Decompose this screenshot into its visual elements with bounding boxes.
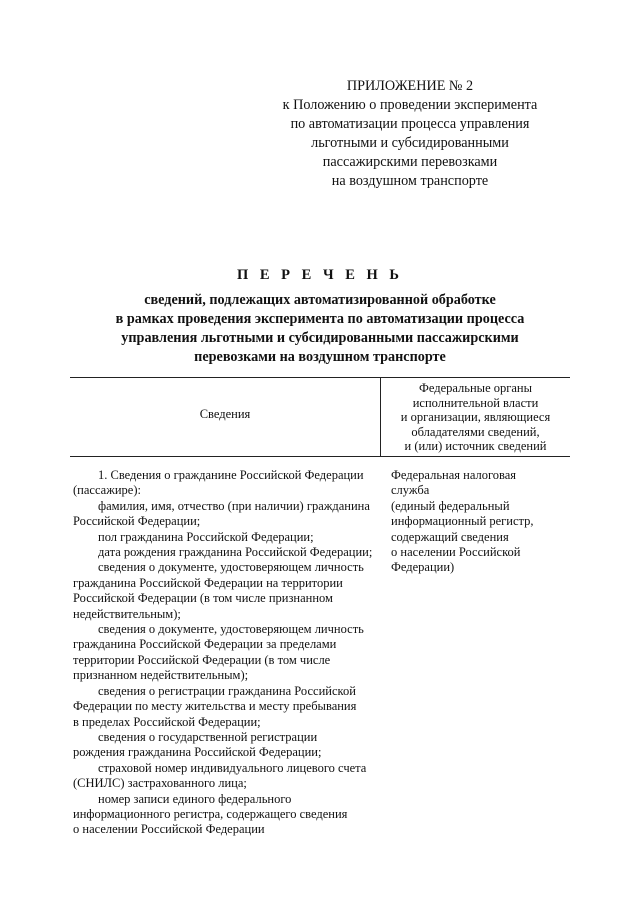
info-line: Российской Федерации (в том числе признанном <box>73 591 333 606</box>
subtitle-line: сведений, подлежащих автоматизированной обработке <box>144 292 496 308</box>
info-line: пол гражданина Российской Федерации; <box>98 529 314 544</box>
subtitle-line: управления льготными и субсидированными пассажирскими <box>121 330 519 346</box>
info-line: гражданина Российской Федерации на территории <box>73 575 343 590</box>
info-line: в пределах Российской Федерации; <box>73 714 261 729</box>
info-line: (СНИЛС) застрахованного лица; <box>73 776 247 791</box>
info-line: территории Российской Федерации (в том числе <box>73 652 331 667</box>
table-header-bottom-rule <box>70 456 570 457</box>
info-line: Федерации по месту жительства и месту пребывания <box>73 699 357 714</box>
info-line: дата рождения гражданина Российской Федерации; <box>98 545 373 560</box>
column-header-info: Сведения <box>199 407 251 421</box>
info-line: страховой номер индивидуального лицевого счета <box>98 760 367 775</box>
source-line: о населении Российской <box>391 545 521 560</box>
header-line: и организации, являющиеся <box>400 410 551 424</box>
info-line: сведения о документе, удостоверяющем личность <box>98 622 364 637</box>
info-line: сведения о документе, удостоверяющем личность <box>98 560 364 575</box>
appendix-header <box>250 77 570 191</box>
info-line: признанном недействительным); <box>73 668 249 683</box>
appendix-line: по автоматизации процесса управления <box>290 116 530 132</box>
info-line: информационного регистра, содержащего сведения <box>73 806 348 821</box>
source-line: содержащий сведения <box>391 529 509 544</box>
info-line: Российской Федерации; <box>73 514 201 529</box>
appendix-line: пассажирскими перевозками <box>322 154 498 170</box>
document-subtitle <box>60 291 580 367</box>
info-line: (пассажире): <box>73 483 141 498</box>
source-line: Федеральная налоговая <box>391 468 517 482</box>
info-line: сведения о государственной регистрации <box>98 729 318 744</box>
source-line: Федерации) <box>391 560 455 575</box>
source-line: (единый федеральный <box>391 498 510 513</box>
document-title: П Е Р Е Ч Е Н Ь <box>236 267 404 283</box>
appendix-line: льготными и субсидированными <box>311 135 509 151</box>
header-line: и (или) источник сведений <box>404 439 547 453</box>
info-line: 1. Сведения о гражданине Российской Федерации <box>98 468 364 482</box>
appendix-line: к Положению о проведении эксперимента <box>282 97 538 113</box>
source-line: служба <box>391 483 430 498</box>
subtitle-line: перевозками на воздушном транспорте <box>194 349 446 365</box>
info-line: сведения о регистрации гражданина Российской <box>98 683 356 698</box>
info-line: о населении Российской Федерации <box>73 822 265 837</box>
table-cell-info <box>73 468 383 838</box>
subtitle-line: в рамках проведения эксперимента по автоматизации процесса <box>115 311 525 327</box>
header-line: исполнительной власти <box>412 395 539 410</box>
appendix-line: ПРИЛОЖЕНИЕ № 2 <box>346 78 474 94</box>
table-top-rule <box>70 377 570 378</box>
table-cell-sources <box>391 468 566 576</box>
appendix-line: на воздушном транспорте <box>331 173 489 189</box>
header-line: Федеральные органы <box>418 381 533 395</box>
info-line: рождения гражданина Российской Федерации; <box>73 745 322 760</box>
info-line: номер записи единого федерального <box>98 791 292 806</box>
source-line: информационный регистр, <box>391 514 534 529</box>
header-line: обладателями сведений, <box>411 424 540 439</box>
info-line: фамилия, имя, отчество (при наличии) гражданина <box>98 498 370 513</box>
info-line: недействительным); <box>73 606 181 621</box>
info-line: гражданина Российской Федерации за пределами <box>73 637 337 652</box>
column-header-sources <box>381 381 570 454</box>
